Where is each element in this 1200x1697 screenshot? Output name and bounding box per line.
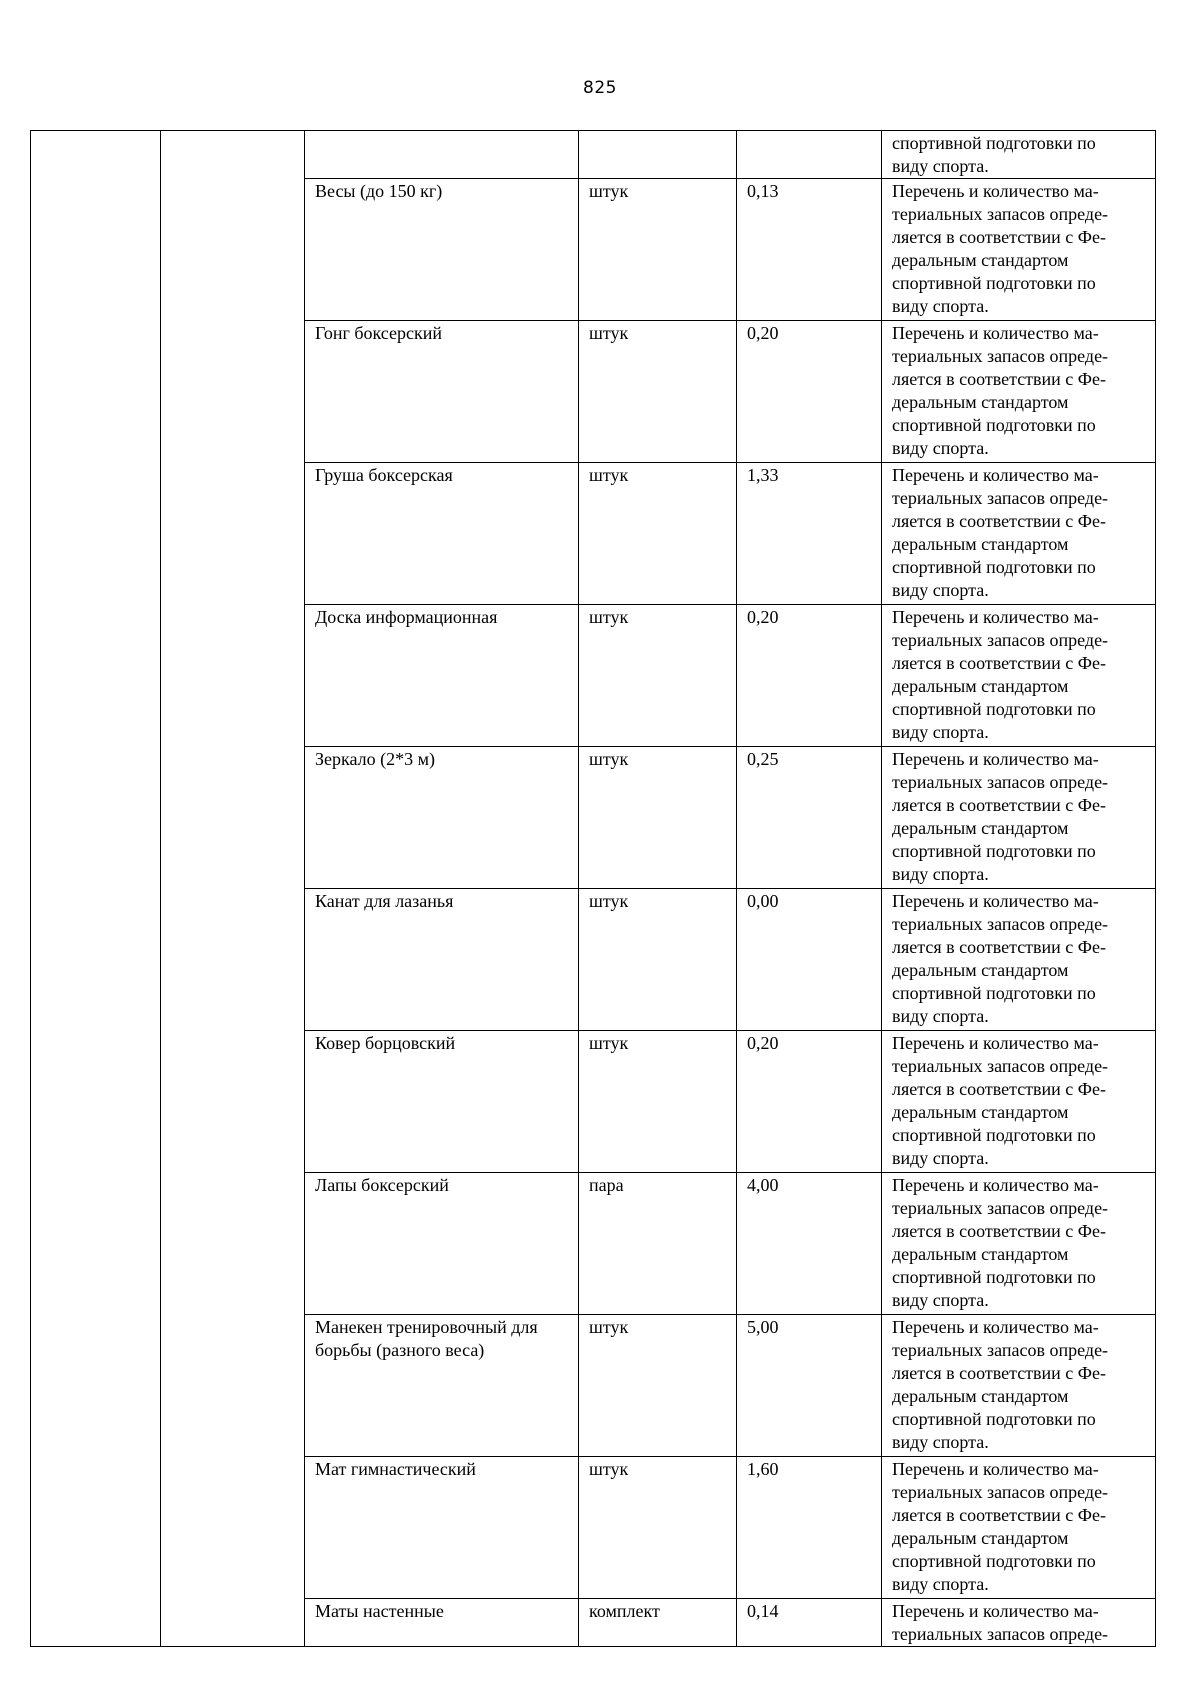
- note-line: виду спорта.: [892, 1006, 989, 1026]
- note-line: виду спорта.: [892, 1148, 989, 1168]
- note-line: спортивной подготовки по: [892, 415, 1096, 435]
- note-line: виду спорта.: [892, 864, 989, 884]
- note-line: териальных запасов опреде-: [892, 346, 1109, 366]
- item-qty-cell: 0,20: [737, 321, 882, 463]
- note-line: териальных запасов опреде-: [892, 1056, 1109, 1076]
- item-qty-cell: 0,20: [737, 605, 882, 747]
- note-cell: [882, 747, 1156, 889]
- note-line: спортивной подготовки по: [892, 1125, 1096, 1145]
- note-line: териальных запасов опреде-: [892, 1340, 1109, 1360]
- note-line: спортивной подготовки по: [892, 557, 1096, 577]
- note-line: Перечень и количество ма-: [892, 1459, 1099, 1479]
- note-line: Перечень и количество ма-: [892, 181, 1099, 201]
- table-cell-blank: [305, 131, 579, 179]
- note-line: деральным стандартом: [892, 1102, 1069, 1122]
- item-name-cell: Доска информационная: [305, 605, 579, 747]
- note-line: деральным стандартом: [892, 818, 1069, 838]
- note-line: виду спорта.: [892, 1290, 989, 1310]
- item-unit-cell: штук: [579, 889, 737, 1031]
- item-unit-cell: штук: [579, 1315, 737, 1457]
- note-line: виду спорта.: [892, 722, 989, 742]
- item-unit-cell: комплект: [579, 1599, 737, 1647]
- item-unit-cell: штук: [579, 321, 737, 463]
- note-line: деральным стандартом: [892, 534, 1069, 554]
- note-line: виду спорта.: [892, 156, 989, 176]
- note-line: Перечень и количество ма-: [892, 1033, 1099, 1053]
- note-cell: [882, 463, 1156, 605]
- note-line: спортивной подготовки по: [892, 1551, 1096, 1571]
- note-line: ляется в соответствии с Фе-: [892, 369, 1107, 389]
- note-cell: [882, 131, 1156, 179]
- note-cell: [882, 1031, 1156, 1173]
- item-unit-cell: штук: [579, 605, 737, 747]
- item-unit-cell: штук: [579, 463, 737, 605]
- note-line: териальных запасов опреде-: [892, 1482, 1109, 1502]
- table-cell-blank: [161, 131, 305, 1647]
- table-row: [31, 131, 1156, 179]
- item-unit-cell: штук: [579, 179, 737, 321]
- note-line: спортивной подготовки по: [892, 1409, 1096, 1429]
- note-line: Перечень и количество ма-: [892, 891, 1099, 911]
- item-qty-cell: 0,00: [737, 889, 882, 1031]
- note-line: Перечень и количество ма-: [892, 465, 1099, 485]
- table-body: [31, 131, 1156, 1647]
- note-line: спортивной подготовки по: [892, 273, 1096, 293]
- note-line: териальных запасов опреде-: [892, 914, 1109, 934]
- note-line: ляется в соответствии с Фе-: [892, 511, 1107, 531]
- note-cell: [882, 605, 1156, 747]
- item-name-cell: Гонг боксерский: [305, 321, 579, 463]
- table-cell-blank: [737, 131, 882, 179]
- note-cell: [882, 1599, 1156, 1647]
- note-cell: [882, 179, 1156, 321]
- item-qty-cell: 0,13: [737, 179, 882, 321]
- item-name-cell: Мат гимнастический: [305, 1457, 579, 1599]
- note-line: ляется в соответствии с Фе-: [892, 795, 1107, 815]
- item-unit-cell: штук: [579, 1457, 737, 1599]
- note-cell: [882, 1457, 1156, 1599]
- note-line: ляется в соответствии с Фе-: [892, 1079, 1107, 1099]
- note-line: виду спорта.: [892, 580, 989, 600]
- note-line: деральным стандартом: [892, 1528, 1069, 1548]
- note-line: спортивной подготовки по: [892, 133, 1096, 153]
- note-line: Перечень и количество ма-: [892, 1317, 1099, 1337]
- item-qty-cell: 0,14: [737, 1599, 882, 1647]
- note-line: деральным стандартом: [892, 250, 1069, 270]
- note-line: спортивной подготовки по: [892, 1267, 1096, 1287]
- item-qty-cell: 1,33: [737, 463, 882, 605]
- table-cell-blank: [579, 131, 737, 179]
- equipment-table: [30, 130, 1156, 1647]
- note-line: териальных запасов опреде-: [892, 488, 1109, 508]
- page-number: 825: [583, 78, 617, 98]
- item-name-cell: Весы (до 150 кг): [305, 179, 579, 321]
- item-qty-cell: 0,25: [737, 747, 882, 889]
- note-cell: [882, 1315, 1156, 1457]
- item-name-cell: Лапы боксерский: [305, 1173, 579, 1315]
- note-line: Перечень и количество ма-: [892, 1601, 1099, 1621]
- note-line: Перечень и количество ма-: [892, 749, 1099, 769]
- note-line: териальных запасов опреде-: [892, 1198, 1109, 1218]
- table-cell-blank: [31, 131, 161, 1647]
- note-line: ляется в соответствии с Фе-: [892, 1505, 1107, 1525]
- note-line: ляется в соответствии с Фе-: [892, 1363, 1107, 1383]
- note-line: ляется в соответствии с Фе-: [892, 653, 1107, 673]
- note-line: ляется в соответствии с Фе-: [892, 1221, 1107, 1241]
- item-name-cell: Зеркало (2*3 м): [305, 747, 579, 889]
- note-line: Перечень и количество ма-: [892, 323, 1099, 343]
- item-unit-cell: штук: [579, 747, 737, 889]
- item-unit-cell: пара: [579, 1173, 737, 1315]
- note-line: спортивной подготовки по: [892, 983, 1096, 1003]
- item-qty-cell: 0,20: [737, 1031, 882, 1173]
- note-line: виду спорта.: [892, 1432, 989, 1452]
- note-line: териальных запасов опреде-: [892, 772, 1109, 792]
- item-qty-cell: 1,60: [737, 1457, 882, 1599]
- item-name-cell: Маты настенные: [305, 1599, 579, 1647]
- note-line: ляется в соответствии с Фе-: [892, 937, 1107, 957]
- note-cell: [882, 889, 1156, 1031]
- note-line: деральным стандартом: [892, 1386, 1069, 1406]
- note-line: спортивной подготовки по: [892, 699, 1096, 719]
- note-line: ляется в соответствии с Фе-: [892, 227, 1107, 247]
- note-line: териальных запасов опреде-: [892, 630, 1109, 650]
- note-line: деральным стандартом: [892, 676, 1069, 696]
- item-qty-cell: 4,00: [737, 1173, 882, 1315]
- note-line: териальных запасов опреде-: [892, 204, 1109, 224]
- note-line: деральным стандартом: [892, 960, 1069, 980]
- note-line: виду спорта.: [892, 296, 989, 316]
- note-line: виду спорта.: [892, 1574, 989, 1594]
- note-line: Перечень и количество ма-: [892, 1175, 1099, 1195]
- item-name-cell: Груша боксерская: [305, 463, 579, 605]
- note-line: спортивной подготовки по: [892, 841, 1096, 861]
- note-line: деральным стандартом: [892, 392, 1069, 412]
- note-line: териальных запасов опреде-: [892, 1624, 1109, 1644]
- item-qty-cell: 5,00: [737, 1315, 882, 1457]
- item-name-cell: Канат для лазанья: [305, 889, 579, 1031]
- note-cell: [882, 321, 1156, 463]
- note-line: Перечень и количество ма-: [892, 607, 1099, 627]
- note-cell: [882, 1173, 1156, 1315]
- item-unit-cell: штук: [579, 1031, 737, 1173]
- item-name-cell: Манекен тренировочный для борьбы (разного веса): [305, 1315, 579, 1457]
- note-line: деральным стандартом: [892, 1244, 1069, 1264]
- item-name-cell: Ковер борцовский: [305, 1031, 579, 1173]
- note-line: виду спорта.: [892, 438, 989, 458]
